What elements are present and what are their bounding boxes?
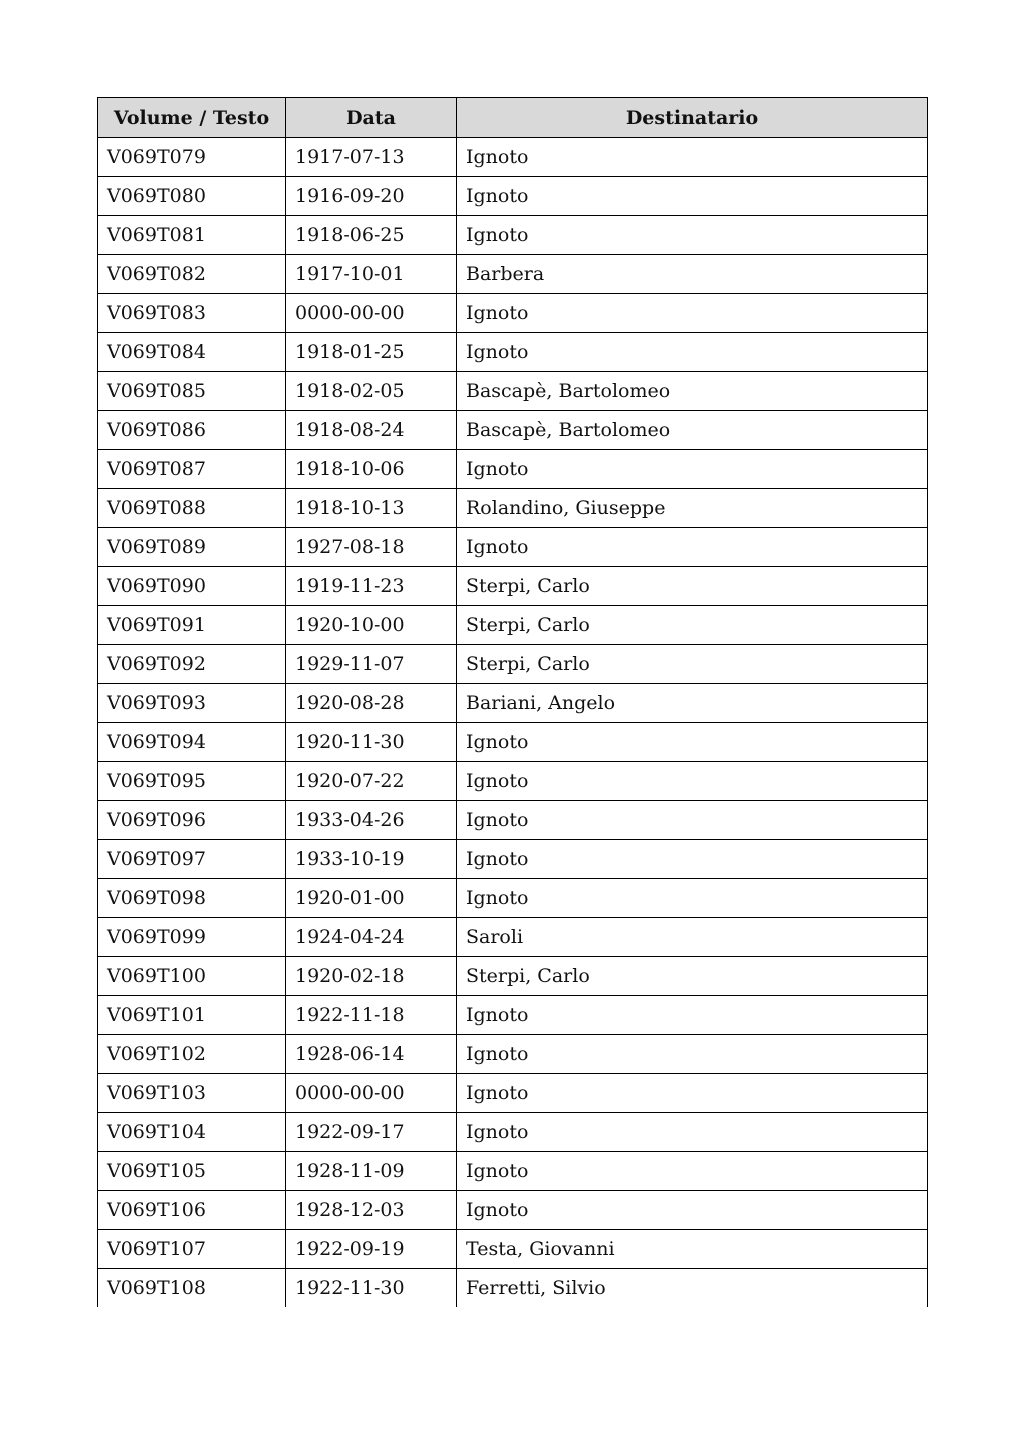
table-row	[98, 801, 928, 840]
cell-date: 1917-10-01	[286, 255, 457, 294]
table-body	[98, 138, 928, 1308]
table-row	[98, 567, 928, 606]
cell-recipient: Sterpi, Carlo	[457, 957, 928, 996]
column-header-volume: Volume / Testo	[98, 98, 286, 138]
cell-date: 1920-07-22	[286, 762, 457, 801]
cell-recipient: Ignoto	[457, 294, 928, 333]
table-row	[98, 1152, 928, 1191]
cell-date: 0000-00-00	[286, 1074, 457, 1113]
cell-volume: V069T095	[98, 762, 286, 801]
cell-recipient: Ignoto	[457, 333, 928, 372]
cell-date: 1927-08-18	[286, 528, 457, 567]
cell-volume: V069T085	[98, 372, 286, 411]
table-row	[98, 1074, 928, 1113]
cell-recipient: Rolandino, Giuseppe	[457, 489, 928, 528]
table-row	[98, 1035, 928, 1074]
cell-volume: V069T084	[98, 333, 286, 372]
table-row	[98, 333, 928, 372]
cell-date: 1933-04-26	[286, 801, 457, 840]
cell-date: 1928-06-14	[286, 1035, 457, 1074]
cell-volume: V069T107	[98, 1230, 286, 1269]
cell-recipient: Ignoto	[457, 1035, 928, 1074]
cell-recipient: Saroli	[457, 918, 928, 957]
cell-volume: V069T094	[98, 723, 286, 762]
cell-volume: V069T098	[98, 879, 286, 918]
cell-date: 1918-08-24	[286, 411, 457, 450]
cell-date: 1919-11-23	[286, 567, 457, 606]
cell-recipient: Ignoto	[457, 879, 928, 918]
cell-date: 1920-10-00	[286, 606, 457, 645]
table-row	[98, 1230, 928, 1269]
table-row	[98, 762, 928, 801]
cell-volume: V069T104	[98, 1113, 286, 1152]
table-row	[98, 294, 928, 333]
cell-date: 1916-09-20	[286, 177, 457, 216]
table-row	[98, 879, 928, 918]
cell-date: 1918-01-25	[286, 333, 457, 372]
cell-volume: V069T089	[98, 528, 286, 567]
cell-recipient: Ignoto	[457, 1074, 928, 1113]
cell-volume: V069T083	[98, 294, 286, 333]
table-row	[98, 996, 928, 1035]
cell-recipient: Ignoto	[457, 996, 928, 1035]
column-header-recipient: Destinatario	[457, 98, 928, 138]
column-header-date: Data	[286, 98, 457, 138]
cell-recipient: Ignoto	[457, 762, 928, 801]
cell-date: 1920-11-30	[286, 723, 457, 762]
table-row	[98, 1191, 928, 1230]
cell-recipient: Ignoto	[457, 216, 928, 255]
cell-date: 1928-11-09	[286, 1152, 457, 1191]
table-row	[98, 255, 928, 294]
cell-volume: V069T108	[98, 1269, 286, 1308]
table-row	[98, 372, 928, 411]
cell-recipient: Bariani, Angelo	[457, 684, 928, 723]
cell-date: 1920-08-28	[286, 684, 457, 723]
cell-volume: V069T097	[98, 840, 286, 879]
cell-volume: V069T087	[98, 450, 286, 489]
cell-volume: V069T106	[98, 1191, 286, 1230]
letters-table	[97, 97, 928, 1307]
table-row	[98, 840, 928, 879]
cell-date: 1918-10-13	[286, 489, 457, 528]
cell-recipient: Ignoto	[457, 138, 928, 177]
table-row	[98, 177, 928, 216]
cell-date: 1933-10-19	[286, 840, 457, 879]
cell-volume: V069T081	[98, 216, 286, 255]
table-header	[98, 98, 928, 138]
cell-volume: V069T101	[98, 996, 286, 1035]
cell-date: 1918-06-25	[286, 216, 457, 255]
table-row	[98, 489, 928, 528]
cell-date: 1922-09-19	[286, 1230, 457, 1269]
cell-date: 1918-02-05	[286, 372, 457, 411]
cell-date: 1929-11-07	[286, 645, 457, 684]
cell-date: 1922-09-17	[286, 1113, 457, 1152]
cell-volume: V069T090	[98, 567, 286, 606]
cell-volume: V069T082	[98, 255, 286, 294]
cell-volume: V069T105	[98, 1152, 286, 1191]
cell-date: 1922-11-18	[286, 996, 457, 1035]
cell-recipient: Ferretti, Silvio	[457, 1269, 928, 1308]
cell-recipient: Sterpi, Carlo	[457, 567, 928, 606]
table-row	[98, 645, 928, 684]
cell-recipient: Ignoto	[457, 177, 928, 216]
cell-volume: V069T091	[98, 606, 286, 645]
cell-volume: V069T102	[98, 1035, 286, 1074]
cell-volume: V069T093	[98, 684, 286, 723]
cell-date: 1928-12-03	[286, 1191, 457, 1230]
cell-volume: V069T079	[98, 138, 286, 177]
table-row	[98, 684, 928, 723]
table-row	[98, 957, 928, 996]
table-row	[98, 918, 928, 957]
cell-volume: V069T103	[98, 1074, 286, 1113]
table-row	[98, 528, 928, 567]
cell-recipient: Ignoto	[457, 1152, 928, 1191]
cell-recipient: Ignoto	[457, 723, 928, 762]
cell-date: 1918-10-06	[286, 450, 457, 489]
table-row	[98, 606, 928, 645]
cell-date: 1920-02-18	[286, 957, 457, 996]
table-row	[98, 1269, 928, 1308]
header-row	[98, 98, 928, 138]
cell-recipient: Bascapè, Bartolomeo	[457, 411, 928, 450]
cell-recipient: Ignoto	[457, 450, 928, 489]
cell-date: 1922-11-30	[286, 1269, 457, 1308]
cell-date: 1924-04-24	[286, 918, 457, 957]
table-row	[98, 450, 928, 489]
cell-recipient: Bascapè, Bartolomeo	[457, 372, 928, 411]
table-row	[98, 216, 928, 255]
table-row	[98, 411, 928, 450]
cell-date: 1917-07-13	[286, 138, 457, 177]
cell-recipient: Ignoto	[457, 1191, 928, 1230]
table-row	[98, 138, 928, 177]
cell-volume: V069T096	[98, 801, 286, 840]
cell-volume: V069T092	[98, 645, 286, 684]
cell-volume: V069T099	[98, 918, 286, 957]
cell-volume: V069T086	[98, 411, 286, 450]
cell-recipient: Ignoto	[457, 528, 928, 567]
cell-recipient: Barbera	[457, 255, 928, 294]
cell-volume: V069T100	[98, 957, 286, 996]
cell-date: 1920-01-00	[286, 879, 457, 918]
cell-recipient: Ignoto	[457, 840, 928, 879]
table-row	[98, 723, 928, 762]
cell-volume: V069T088	[98, 489, 286, 528]
cell-recipient: Sterpi, Carlo	[457, 645, 928, 684]
cell-recipient: Sterpi, Carlo	[457, 606, 928, 645]
cell-recipient: Testa, Giovanni	[457, 1230, 928, 1269]
table-row	[98, 1113, 928, 1152]
cell-date: 0000-00-00	[286, 294, 457, 333]
cell-recipient: Ignoto	[457, 801, 928, 840]
cell-volume: V069T080	[98, 177, 286, 216]
cell-recipient: Ignoto	[457, 1113, 928, 1152]
